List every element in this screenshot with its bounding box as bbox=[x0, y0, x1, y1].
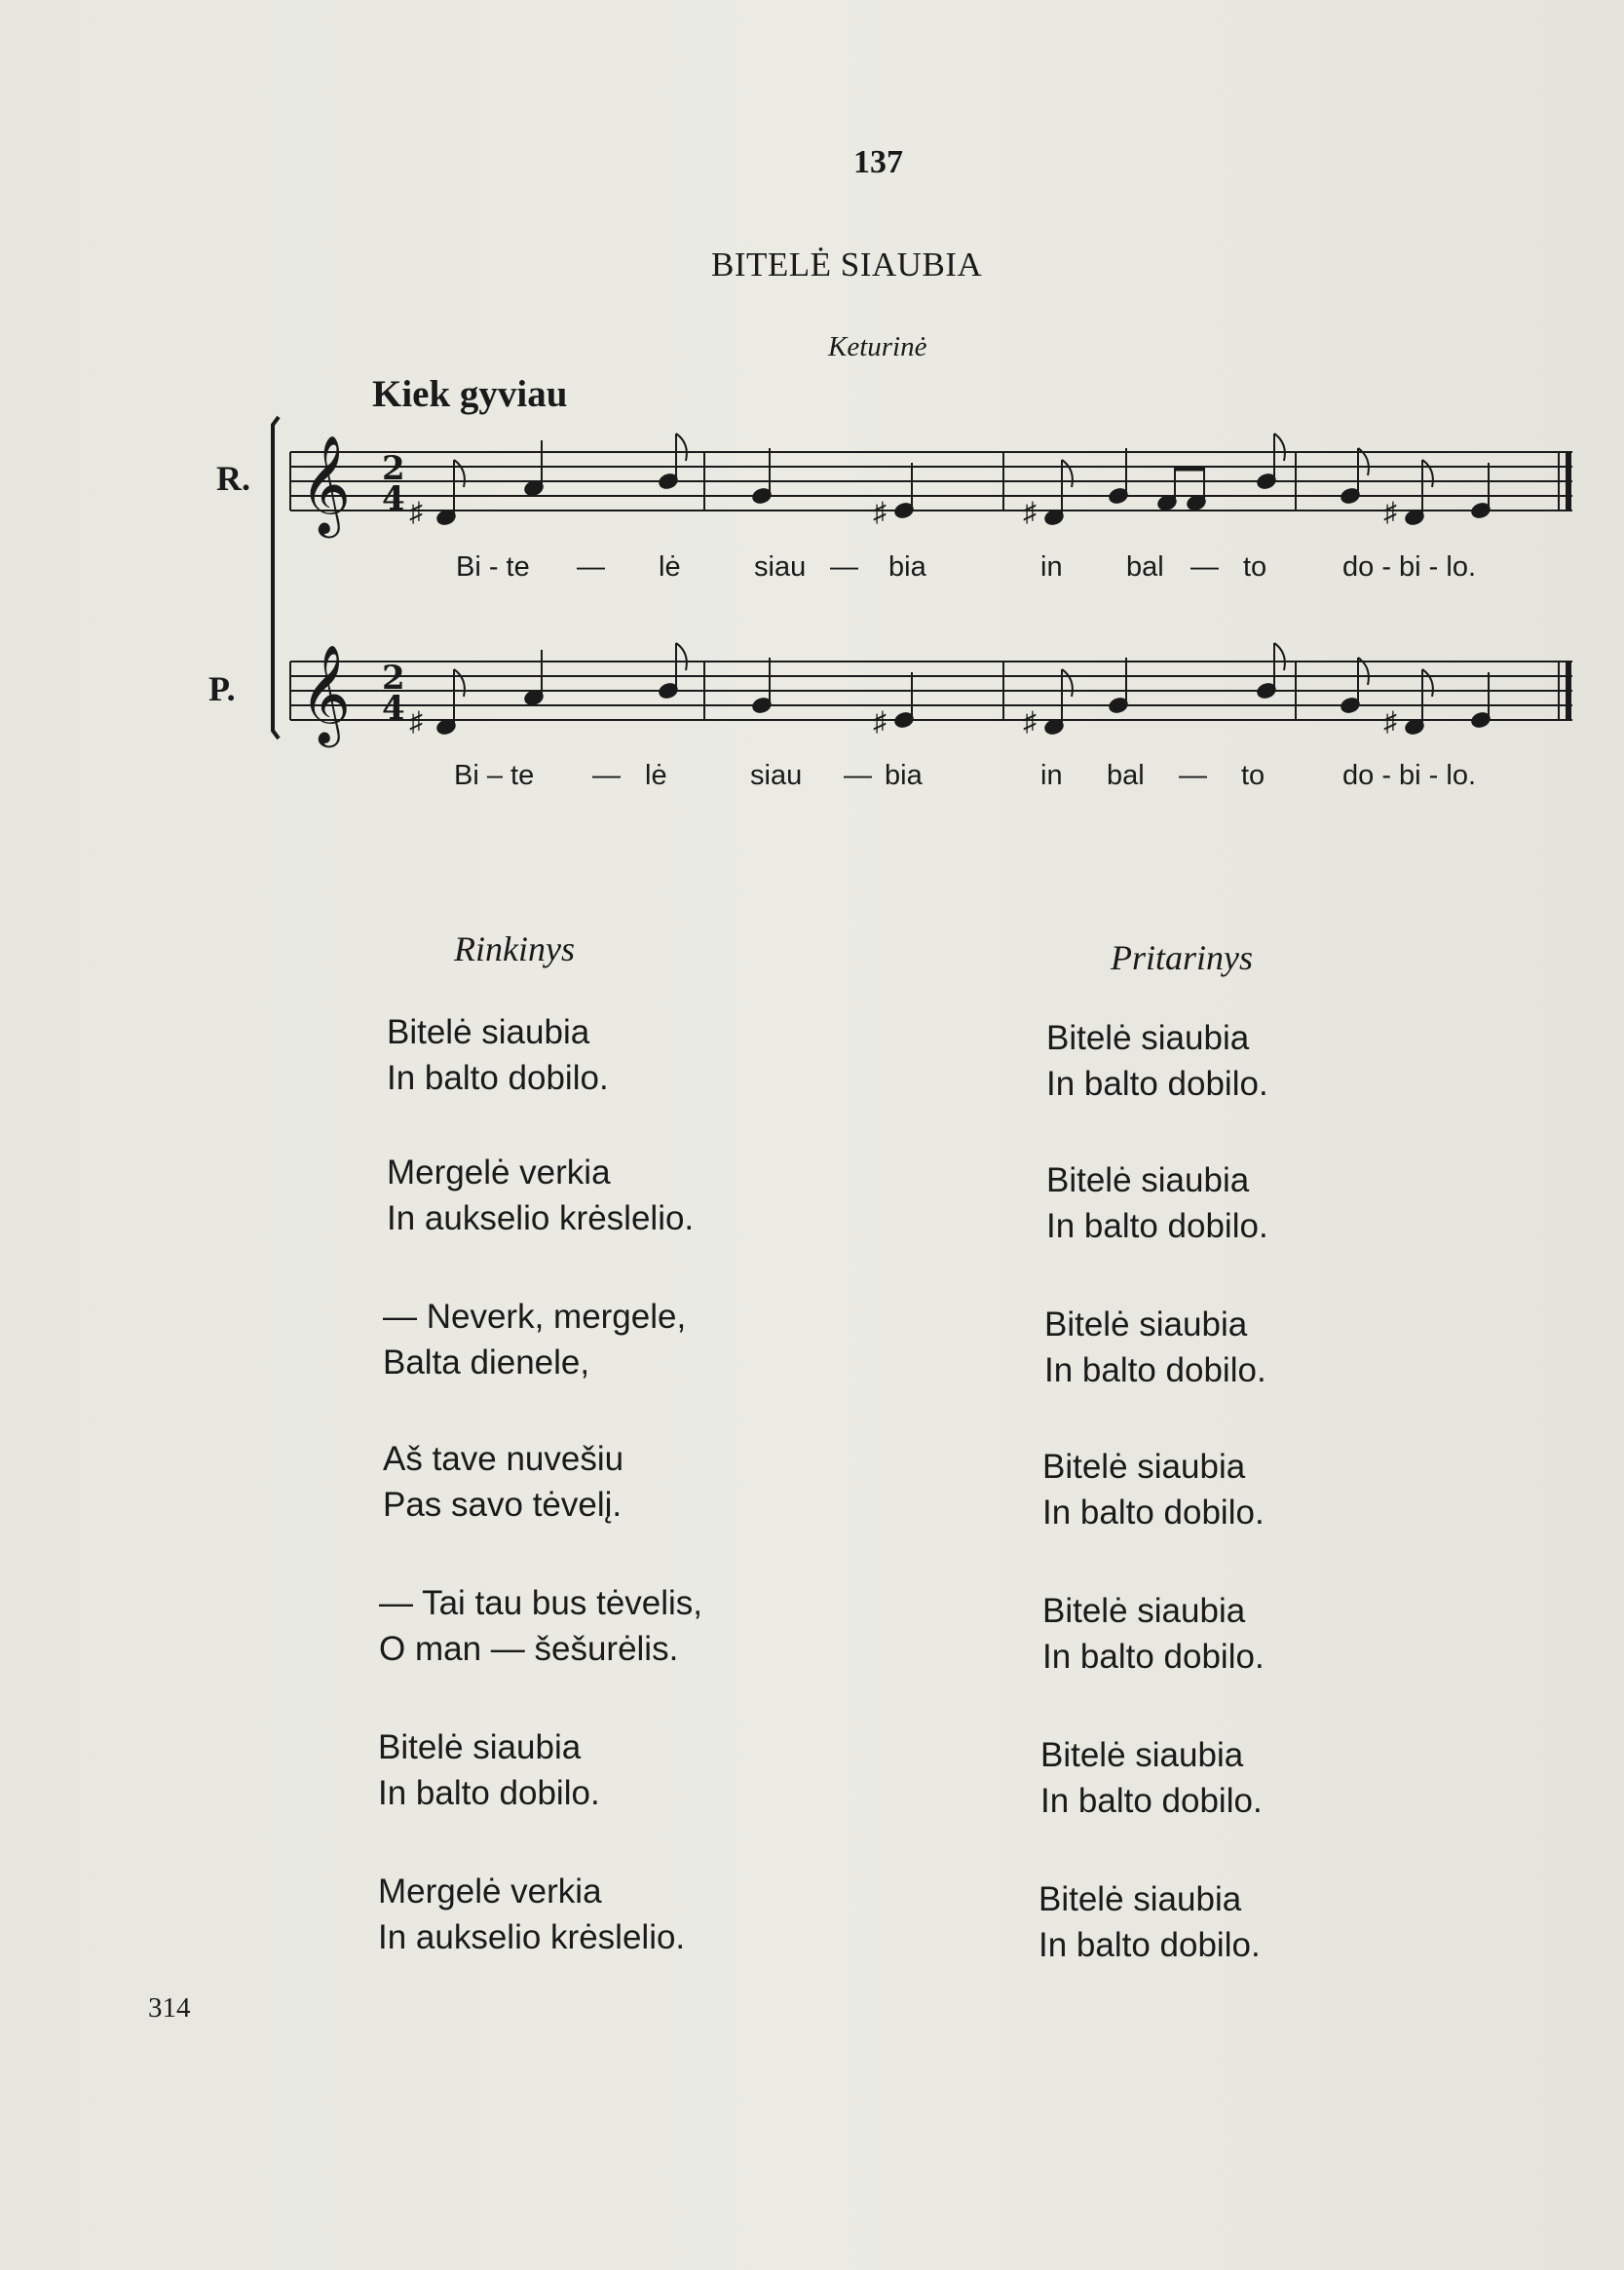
verse-line: Bitelė siaubia bbox=[1039, 1880, 1242, 1918]
verse-right-6 bbox=[1040, 1732, 1263, 1824]
lyric-syllable: do - bi - lo. bbox=[1342, 551, 1476, 583]
sharp-icon: ♯ bbox=[873, 498, 887, 528]
lyric-syllable: do - bi - lo. bbox=[1342, 760, 1476, 791]
verse-left-6 bbox=[378, 1724, 600, 1816]
lyric-syllable: bia bbox=[888, 551, 926, 583]
verse-left-7 bbox=[378, 1869, 685, 1960]
voice-label-1: R. bbox=[216, 459, 250, 498]
sharp-icon: ♯ bbox=[409, 707, 423, 738]
verse-line: Bitelė siaubia bbox=[378, 1728, 582, 1766]
verse-line: Bitelė siaubia bbox=[1042, 1448, 1246, 1486]
time-signature-top: 2 bbox=[382, 659, 405, 698]
verse-line: In balto dobilo. bbox=[1046, 1065, 1268, 1103]
sharp-icon: ♯ bbox=[1383, 707, 1397, 738]
lyric-syllable: — bbox=[1190, 551, 1219, 583]
voice-label-2: P. bbox=[208, 669, 236, 708]
verse-line: In balto dobilo. bbox=[1042, 1638, 1265, 1676]
lyric-syllable: siau bbox=[754, 551, 807, 583]
lyric-syllable: — bbox=[592, 760, 621, 791]
verse-line: In balto dobilo. bbox=[1046, 1207, 1268, 1245]
verse-right-2 bbox=[1046, 1157, 1268, 1249]
time-signature-bottom: 4 bbox=[382, 689, 405, 728]
lyric-syllable: to bbox=[1241, 760, 1265, 791]
folio-number: 314 bbox=[148, 1992, 191, 2024]
verse-left-5 bbox=[379, 1580, 702, 1672]
sharp-icon: ♯ bbox=[409, 498, 423, 528]
lyric-syllable: — bbox=[1179, 760, 1207, 791]
verse-line: Bitelė siaubia bbox=[1046, 1019, 1250, 1057]
verse-line: Bitelė siaubia bbox=[1040, 1736, 1244, 1774]
staff-1 bbox=[290, 452, 1572, 511]
time-signature-top: 2 bbox=[382, 449, 405, 488]
lyric-syllable: — bbox=[830, 551, 858, 583]
verse-left-4 bbox=[383, 1436, 623, 1528]
right-column-heading: Pritarinys bbox=[1111, 938, 1254, 977]
verse-left-1 bbox=[387, 1009, 609, 1101]
verse-line: In balto dobilo. bbox=[1042, 1494, 1265, 1532]
verse-line: Bitelė siaubia bbox=[387, 1013, 590, 1051]
lyric-syllable: in bbox=[1040, 760, 1063, 791]
page-number: 137 bbox=[853, 144, 903, 180]
verse-line: Bitelė siaubia bbox=[1044, 1305, 1248, 1343]
verse-line: Aš tave nuvešiu bbox=[383, 1440, 624, 1478]
verse-line: Mergelė verkia bbox=[378, 1873, 602, 1911]
sharp-icon: ♯ bbox=[1383, 498, 1397, 528]
verse-line: Bitelė siaubia bbox=[1042, 1592, 1246, 1630]
lyric-syllable: to bbox=[1243, 551, 1267, 583]
lyric-syllable: Bi - te bbox=[456, 551, 530, 583]
lyric-syllable: bia bbox=[885, 760, 923, 791]
time-signature-bottom: 4 bbox=[382, 479, 405, 518]
music-score bbox=[0, 0, 1624, 779]
verse-right-4 bbox=[1042, 1444, 1265, 1535]
verse-right-7 bbox=[1039, 1876, 1261, 1968]
verse-line: — Neverk, mergele, bbox=[383, 1298, 687, 1336]
verse-line: Balta dienele, bbox=[383, 1343, 590, 1381]
verse-line: In balto dobilo. bbox=[1039, 1926, 1261, 1964]
verse-line: In balto dobilo. bbox=[1044, 1351, 1266, 1389]
verse-right-3 bbox=[1044, 1302, 1266, 1393]
tempo-marking: Keturinė bbox=[828, 331, 927, 362]
lyric-syllable: in bbox=[1040, 551, 1063, 583]
song-title: BITELĖ SIAUBIA bbox=[711, 246, 983, 284]
lyric-syllable: bal bbox=[1107, 760, 1145, 791]
verse-left-3 bbox=[383, 1294, 686, 1385]
verse-line: O man — šešurėlis. bbox=[379, 1630, 679, 1668]
verse-line: — Tai tau bus tėvelis, bbox=[379, 1584, 703, 1622]
lyric-syllable: lė bbox=[659, 551, 681, 583]
lyric-syllable: lė bbox=[645, 760, 667, 791]
lyric-syllable: — bbox=[844, 760, 872, 791]
sharp-icon: ♯ bbox=[1023, 498, 1037, 528]
lyric-syllable: siau bbox=[750, 760, 803, 791]
verse-line: Pas savo tėvelį. bbox=[383, 1486, 623, 1524]
verse-line: In balto dobilo. bbox=[378, 1774, 600, 1812]
verse-line: Mergelė verkia bbox=[387, 1154, 611, 1192]
lyric-syllable: Bi – te bbox=[454, 760, 535, 791]
verse-left-2 bbox=[387, 1150, 694, 1241]
verse-right-1 bbox=[1046, 1015, 1268, 1107]
expression-marking: Kiek gyviau bbox=[372, 373, 568, 415]
verse-line: In aukselio krėslelio. bbox=[387, 1199, 695, 1237]
sharp-icon: ♯ bbox=[873, 707, 887, 738]
lyric-syllable: — bbox=[577, 551, 605, 583]
verse-line: Bitelė siaubia bbox=[1046, 1161, 1250, 1199]
sharp-icon: ♯ bbox=[1023, 707, 1037, 738]
staff-2 bbox=[290, 662, 1572, 720]
verse-line: In balto dobilo. bbox=[387, 1059, 609, 1097]
left-column-heading: Rinkinys bbox=[454, 929, 575, 968]
verse-right-5 bbox=[1042, 1588, 1265, 1680]
verse-line: In balto dobilo. bbox=[1040, 1782, 1263, 1820]
treble-clef-icon: 𝄞 bbox=[300, 434, 352, 534]
lyric-syllable: bal bbox=[1126, 551, 1164, 583]
treble-clef-icon: 𝄞 bbox=[300, 643, 352, 743]
verse-line: In aukselio krėslelio. bbox=[378, 1918, 686, 1956]
